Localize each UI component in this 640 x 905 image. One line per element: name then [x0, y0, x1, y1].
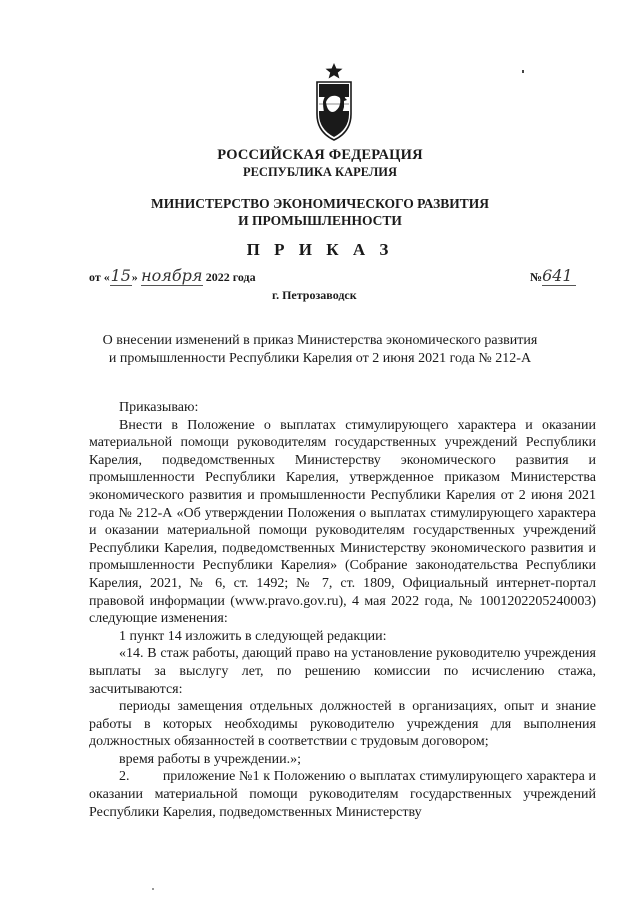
scan-mark	[522, 70, 524, 73]
republic-heading: РЕСПУБЛИКА КАРЕЛИЯ	[242, 165, 398, 179]
ministry-heading-line2: И ПРОМЫШЛЕННОСТИ	[238, 213, 402, 228]
ministry-heading-line1: МИНИСТЕРСТВО ЭКОНОМИЧЕСКОГО РАЗВИТИЯ	[151, 196, 489, 211]
handwritten-month: ноября	[141, 266, 203, 285]
order-title-line2: и промышленности Республики Карелия от 2 июня 2021 года № 212-А	[108, 351, 532, 366]
date-year: 2022 года	[205, 270, 256, 284]
body-paragraph: 2. приложение №1 к Положению о выплатах стимулирующего характера и оказании материальной помощи руководителям государственных учреждений Республики Карелия, подведомственных Министерству	[89, 769, 596, 820]
number-prefix: №	[530, 270, 543, 284]
document-type-heading: П Р И К А З	[246, 240, 394, 259]
body-paragraph: 1 пункт 14 изложить в следующей редакции:	[119, 628, 387, 644]
order-date	[89, 266, 256, 286]
scan-mark	[152, 888, 154, 890]
body-paragraph: Внести в Положение о выплатах стимулирующего характера и оказании материальной помощи руководителям государственных учреждений Республики Карелия, подведомственных Министерству экономического развития и промышленности Республики Карелия, утвержденное приказом Министерства экономического развития и промышленности Республики Карелия от 2 июня 2021 года № 212-А «Об утверждении Положения о выплатах стимулирующего характера и оказании материальной помощи руководителям государственных учреждений Республики Карелия, подведомственных Министерству экономического развития и промышленности Республики Карелия» (Собрание законодательства Республики Карелия, 2021, № 6, ст. 1492; № 7, ст. 1809, Официальный интернет-портал правовой информации (www.pravo.gov.ru), 4 мая 2022 года, № 1001202205240003) следующие изменения:	[89, 417, 596, 627]
body-paragraph: время работы в учреждении.»;	[119, 751, 302, 767]
order-number	[530, 266, 576, 286]
body-paragraph: Приказываю:	[119, 400, 199, 415]
date-mid: »	[131, 270, 138, 284]
city-label: г. Петрозаводск	[272, 288, 357, 302]
body-paragraph: «14. В стаж работы, дающий право на установление руководителю учреждения выплаты за выслугу лет, по решению комиссии по исчислению стажа, засчитываются:	[89, 646, 596, 697]
date-prefix: от «	[89, 270, 110, 284]
order-title-line1: О внесении изменений в приказ Министерства экономического развития	[102, 333, 538, 348]
body-paragraph: периоды замещения отдельных должностей в организациях, опыт и знание работы в которых необходимы руководителю учреждения для выполнения должностных обязанностей в соответствии с трудовым договором;	[89, 699, 596, 750]
handwritten-number: 641	[542, 266, 576, 286]
order-body	[89, 399, 596, 821]
country-heading: РОССИЙСКАЯ ФЕДЕРАЦИЯ	[217, 147, 423, 163]
republic-coat-of-arms-icon	[314, 62, 354, 142]
handwritten-day: 15	[110, 266, 131, 285]
